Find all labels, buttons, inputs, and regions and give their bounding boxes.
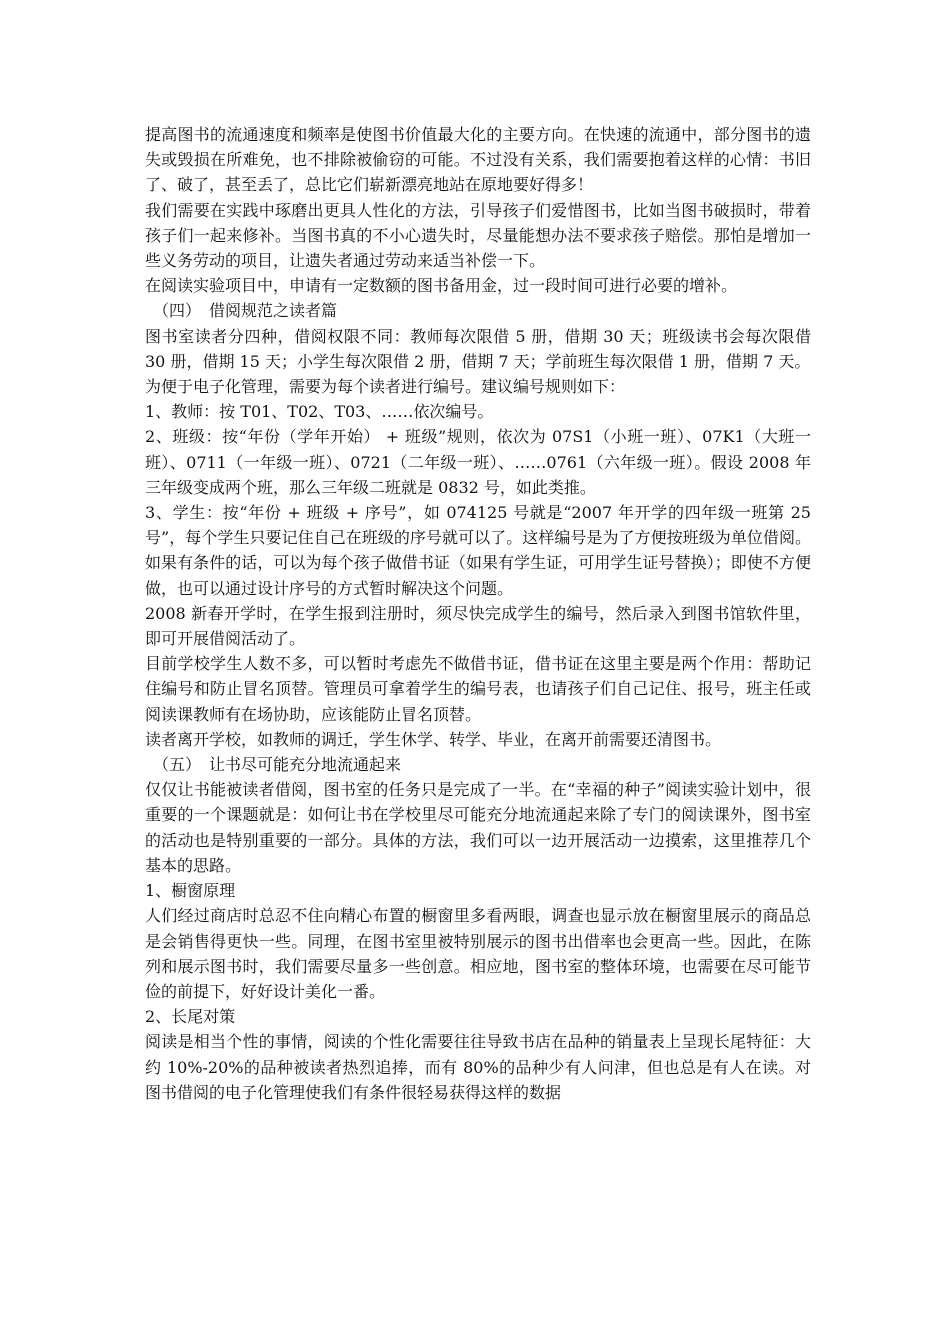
list-item-students: 3、学生：按“年份 + 班级 + 序号”，如 074125 号就是“2007 年开学的四年级一班第 25 号”，每个学生只要记住自己在班级的序号就可以了。这样编号是为了方便按班级为单位借阅。如果有条件的话，可以为每个孩子做借书证（如果有学生证，可用学生证号替换）；即使不方便做，也可以通过设计序号的方式暂时解决这个问题。 [145, 503, 811, 598]
paragraph-humane-methods: 我们需要在实践中琢磨出更具人性化的方法，引导孩子们爱惜图书，比如当图书破损时，带着孩子们一起来修补。当图书真的不小心遗失时，尽量能想办法不要求孩子赔偿。那怕是增加一些义务劳动的项目，让遗失者通过劳动来适当补偿一下。 [145, 200, 811, 271]
subheading-long-tail: 2、长尾对策 [145, 1007, 236, 1027]
list-item-classes: 2、班级：按“年份（学年开始） + 班级”规则，依次为 07S1（小班一班）、07K1（大班一班）、0711（一年级一班）、0721（二年级一班）、……0761（六年级一班）。假设 2008 年三年级变成两个班，那么三年级二班就是 0832 号，如此类推。 [145, 427, 811, 497]
paragraph-window-principle: 人们经过商店时总忍不住向精心布置的橱窗里多看两眼，调查也显示放在橱窗里展示的商品总是会销售得更快一些。同理，在图书室里被特别展示的图书出借率也会更高一些。因此，在陈列和展示图书时，我们需要尽量多一些创意。相应地，图书室的整体环境，也需要在尽可能节俭的前提下，好好设计美化一番。 [145, 906, 811, 1001]
paragraph-circulation-task: 仅仅让书能被读者借阅，图书室的任务只是完成了一半。在“幸福的种子”阅读实验计划中，很重要的一个课题就是：如何让书在学校里尽可能充分地流通起来除了专门的阅读课外，图书室的活动也是特别重要的一部分。具体的方法，我们可以一边开展活动一边摸索，这里推荐几个基本的思路。 [145, 780, 811, 875]
paragraph-leaving-school: 读者离开学校，如教师的调迁，学生休学、转学、毕业，在离开前需要还清图书。 [145, 729, 722, 749]
paragraph-reserve-fund: 在阅读实验项目中，申请有一定数额的图书备用金，过一段时间可进行必要的增补。 [145, 276, 738, 296]
paragraph-library-card: 目前学校学生人数不多，可以暂时考虑先不做借书证，借书证在这里主要是两个作用：帮助记住编号和防止冒名顶替。管理员可拿着学生的编号表，也请孩子们自己记住、报号，班主任或阅读课教师有在场协助，应该能防止冒名顶替。 [145, 654, 811, 724]
paragraph-circulation-speed: 提高图书的流通速度和频率是使图书价值最大化的主要方向。在快速的流通中，部分图书的遗失或毁损在所难免，也不排除被偷窃的可能。不过没有关系，我们需要抱着这样的心情：书旧了、破了，甚至丢了，总比它们崭新漂亮地站在原地要好得多！ [145, 125, 811, 195]
section-heading-4: （四） 借阅规范之读者篇 [153, 301, 338, 321]
paragraph-reader-types: 图书室读者分四种，借阅权限不同：教师每次限借 5 册，借期 30 天；班级读书会每次限借 30 册，借期 15 天；小学生每次限借 2 册，借期 7 天；学前班生每次限借 1 册，借期 7 天。 [145, 326, 811, 371]
subheading-window-principle: 1、橱窗原理 [145, 881, 236, 901]
paragraph-numbering-intro: 为便于电子化管理，需要为每个读者进行编号。建议编号规则如下： [145, 377, 626, 397]
section-heading-5: （五） 让书尽可能充分地流通起来 [153, 755, 402, 775]
paragraph-spring-registration: 2008 新春开学时，在学生报到注册时，须尽快完成学生的编号，然后录入到图书馆软件里，即可开展借阅活动了。 [145, 603, 811, 649]
paragraph-long-tail: 阅读是相当个性的事情，阅读的个性化需要往往导致书店在品种的销量表上呈现长尾特征：大约 10%-20%的品种被读者热烈追捧，而有 80%的品种少有人问津，但也总是有人在读。对图书借阅的电子化管理使我们有条件很轻易获得这样的数据 [145, 1032, 811, 1102]
list-item-teachers: 1、教师：按 T01、T02、T03、……依次编号。 [145, 402, 494, 422]
document-page [145, 122, 811, 1105]
